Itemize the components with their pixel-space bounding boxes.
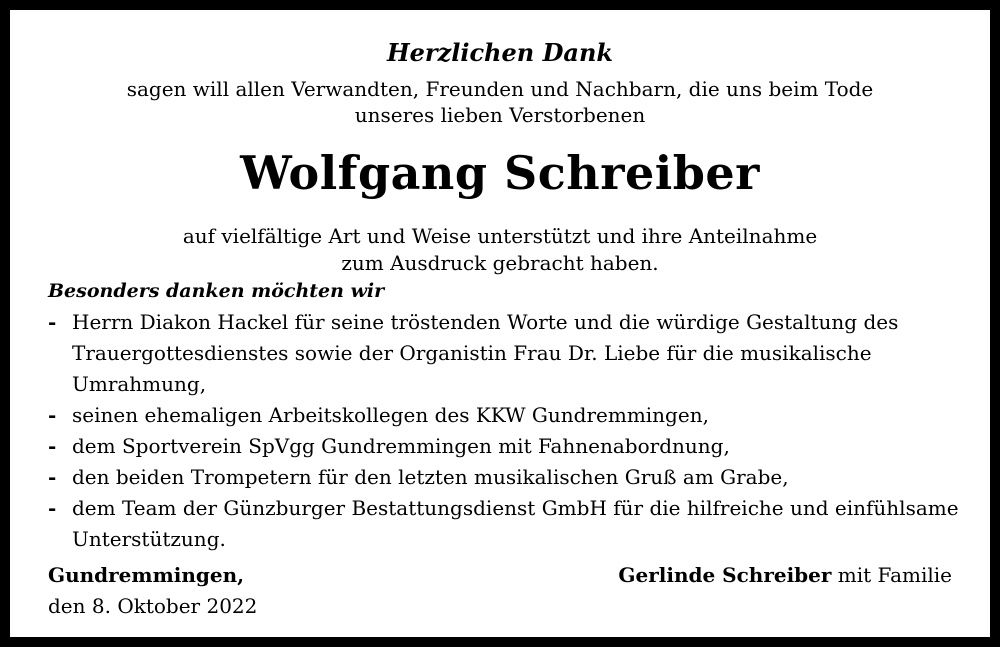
bullet-dash: - — [48, 496, 57, 520]
support-line: zum Ausdruck gebracht haben. — [341, 251, 659, 275]
place-name: Gundremmingen, — [48, 563, 245, 587]
list-item-text: dem Team der Günzburger Bestattungsdienst GmbH für die hilfreiche und einfühlsame Unterstützung. — [72, 496, 959, 551]
notice-heading: Herzlichen Dank — [386, 38, 614, 67]
notice-date: den 8. Oktober 2022 — [48, 594, 258, 618]
intro-text — [10, 76, 990, 128]
bullet-dash: - — [48, 310, 57, 334]
bullet-dash: - — [48, 434, 57, 458]
list-item — [48, 307, 978, 400]
list-item-text: seinen ehemaligen Arbeitskollegen des KKW Gundremmingen, — [72, 403, 709, 427]
thank-you-notice — [10, 10, 990, 637]
bullet-dash: - — [48, 465, 57, 489]
special-thanks-heading: Besonders danken möchten wir — [48, 280, 385, 302]
signature — [618, 563, 952, 587]
thanks-list — [48, 307, 978, 555]
list-item — [48, 493, 978, 555]
list-item-text: dem Sportverein SpVgg Gundremmingen mit Fahnenabordnung, — [72, 434, 730, 458]
list-item — [48, 431, 978, 462]
list-item-text: Herrn Diakon Hackel für seine tröstenden Worte und die würdige Gestaltung des Trauergottesdienstes sowie der Organistin Frau Dr. Liebe für die musikalische Umrahmung, — [72, 310, 899, 396]
list-item — [48, 400, 978, 431]
signature-name: Gerlinde Schreiber — [618, 563, 832, 587]
deceased-name: Wolfgang Schreiber — [240, 146, 760, 200]
signature-suffix: mit Familie — [837, 563, 952, 587]
intro-line: sagen will allen Verwandten, Freunden und Nachbarn, die uns beim Tode — [126, 77, 874, 101]
bullet-dash: - — [48, 403, 57, 427]
intro-line: unseres lieben Verstorbenen — [354, 103, 646, 127]
list-item — [48, 462, 978, 493]
support-line: auf vielfältige Art und Weise unterstützt und ihre Anteilnahme — [182, 224, 818, 248]
list-item-text: den beiden Trompetern für den letzten musikalischen Gruß am Grabe, — [72, 465, 789, 489]
support-text — [10, 223, 990, 277]
